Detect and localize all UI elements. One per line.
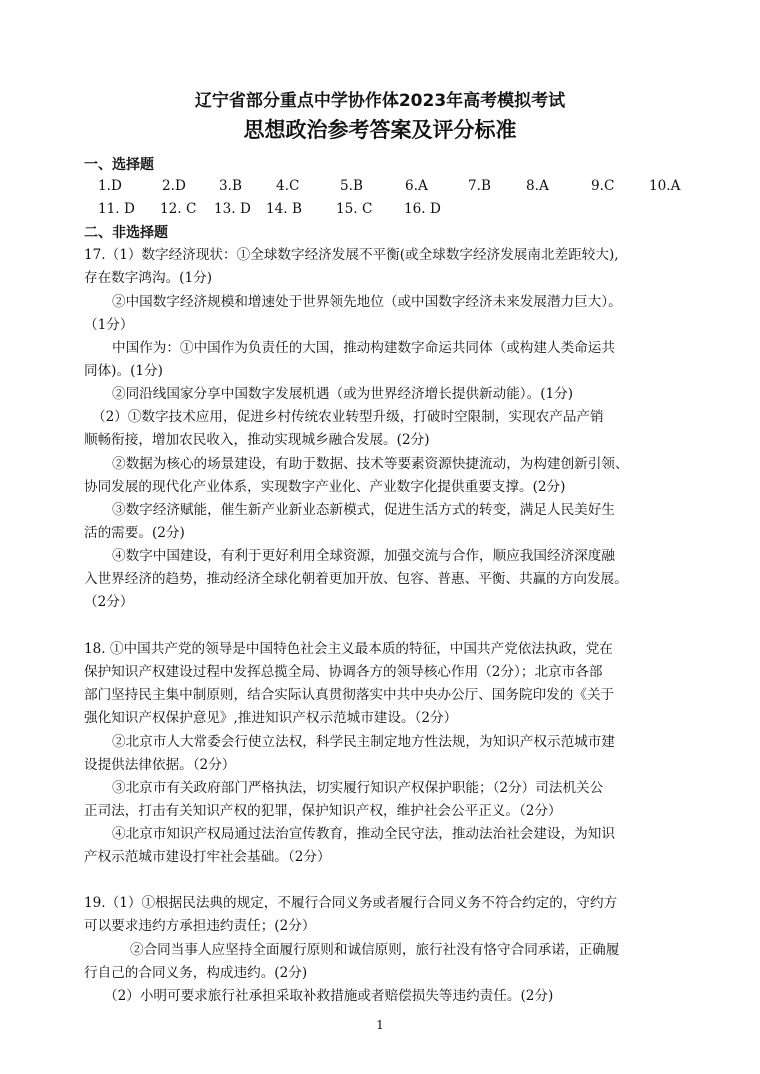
- answer-line: 正司法，打击有关知识产权的犯罪，保护知识产权，维护社会公平正义。（2分）: [84, 803, 562, 819]
- choice-answer: 15. C: [336, 201, 373, 217]
- answer-line: （2分）: [84, 594, 134, 610]
- answer-line: ④数字中国建设，有利于更好利用全球资源，加强交流与合作，顺应我国经济深度融: [112, 548, 615, 564]
- section-heading-choice: 一、选择题: [84, 157, 154, 173]
- answer-line: 保护知识产权建设过程中发挥总揽全局、协调各方的领导核心作用（2分）；北京市各部: [84, 664, 603, 680]
- answer-line: （2）①数字技术应用，促进乡村传统农业转型升级，打破时空限制，实现农产品产销: [92, 409, 604, 425]
- answer-line: 同体)。(1分): [84, 363, 163, 379]
- answer-line: 行自己的合同义务，构成违约。(2分): [84, 965, 308, 981]
- answer-line: ②数据为核心的场景建设，有助于数据、技术等要素资源快捷流动，为构建创新引领、: [112, 456, 629, 472]
- choice-answer: 6.A: [405, 178, 428, 194]
- answer-line: ②同沿线国家分享中国数字发展机遇（或为世界经济增长提供新动能）。(1分): [112, 386, 574, 402]
- exam-title: 辽宁省部分重点中学协作体2023年高考模拟考试: [194, 91, 566, 111]
- answer-line: 协同发展的现代化产业体系，实现数字产业化、产业数字化提供重要支撑。(2分): [84, 479, 566, 495]
- answer-line: 可以要求违约方承担违约责任；(2分）: [84, 918, 316, 934]
- choice-answer: 8.A: [526, 178, 549, 194]
- choice-answer: 7.B: [468, 178, 491, 194]
- answer-line: 强化知识产权保护意见》,推进知识产权示范城市建设。（2分）: [84, 710, 458, 726]
- choice-answer: 11. D: [98, 201, 135, 217]
- choice-answer: 4.C: [276, 178, 300, 194]
- choice-answer: 16. D: [404, 201, 441, 217]
- answer-line: ③北京市有关政府部门严格执法，切实履行知识产权保护职能；（2分）司法机关公: [112, 780, 604, 796]
- section-heading-nonchoice: 二、非选择题: [84, 225, 168, 241]
- answer-line: ②合同当事人应坚持全面履行原则和诚信原则，旅行社没有恪守合同承诺，正确履: [130, 942, 620, 958]
- answer-line: （1分）: [84, 317, 134, 333]
- answer-line: 18. ①中国共产党的领导是中国特色社会主义最本质的特征，中国共产党依法执政，党在: [84, 641, 613, 657]
- answer-line: 入世界经济的趋势，推动经济全球化朝着更加开放、包容、普惠、平衡、共赢的方向发展。: [84, 571, 628, 587]
- choice-answer: 14. B: [266, 201, 302, 217]
- answer-line: ④北京市知识产权局通过法治宣传教育，推动全民守法，推动法治社会建设，为知识: [112, 826, 615, 842]
- answer-line: 存在数字鸿沟。(1分): [84, 270, 213, 286]
- page-number: 1: [376, 1018, 384, 1032]
- choice-answer: 3.B: [219, 178, 242, 194]
- choice-answer: 9.C: [591, 178, 615, 194]
- answer-line: ③数字经济赋能，催生新产业新业态新模式，促进生活方式的转变，满足人民美好生: [112, 502, 615, 518]
- answer-line: 部门坚持民主集中制原则，结合实际认真贯彻落实中共中央办公厅、国务院印发的《关于: [84, 687, 615, 703]
- document-subtitle: 思想政治参考答案及评分标准: [243, 117, 517, 142]
- choice-answer: 5.B: [340, 178, 363, 194]
- choice-answer: 1.D: [98, 178, 122, 194]
- choice-answer: 2.D: [162, 178, 186, 194]
- choice-answer: 12. C: [160, 201, 197, 217]
- choice-answer: 10.A: [649, 178, 681, 194]
- answer-line: 顺畅衔接，增加农民收入，推动实现城乡融合发展。(2分): [84, 432, 430, 448]
- answer-line: ②北京市人大常委会行使立法权，科学民主制定地方性法规，为知识产权示范城市建: [112, 734, 615, 750]
- answer-line: 产权示范城市建设打牢社会基础。（2分）: [84, 849, 331, 865]
- answer-line: 19.（1）①根据民法典的规定，不履行合同义务或者履行合同义务不符合约定的，守约方: [84, 895, 618, 911]
- choice-answer: 13. D: [214, 201, 251, 217]
- answer-line: （2）小明可要求旅行社承担采取补救措施或者赔偿损失等违约责任。(2分): [104, 988, 554, 1004]
- answer-line: 设提供法律依据。（2分）: [84, 757, 236, 773]
- answer-line: ②中国数字经济规模和增速处于世界领先地位（或中国数字经济未来发展潜力巨大）。: [112, 294, 622, 310]
- answer-line: 中国作为：①中国作为负责任的大国，推动构建数字命运共同体（或构建人类命运共: [112, 340, 615, 356]
- answer-line: 17.（1）数字经济现状：①全球数字经济发展不平衡(或全球数字经济发展南北差距较大),: [84, 247, 619, 263]
- answer-line: 活的需要。(2分): [84, 525, 185, 541]
